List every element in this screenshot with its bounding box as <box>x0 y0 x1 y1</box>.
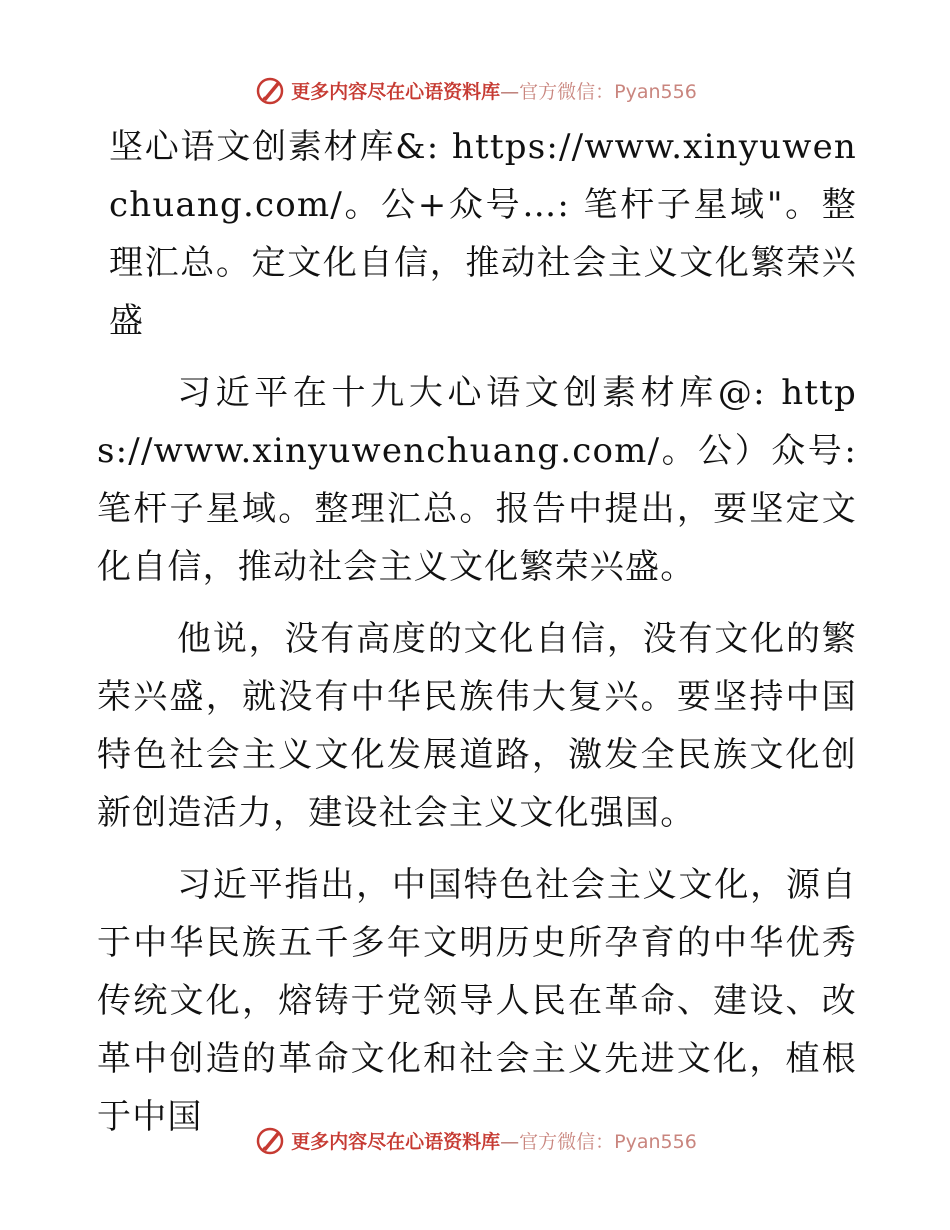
banner-wechat-text: 官方微信：Pyan556 <box>519 1130 697 1153</box>
banner-dash: — <box>500 1130 520 1153</box>
banner-dash: — <box>500 80 520 103</box>
banner-main-text: 更多内容尽在心语资料库 <box>291 1130 501 1153</box>
banner-main-text: 更多内容尽在心语资料库 <box>291 80 501 103</box>
paragraph-1: 坚心语文创素材库&: https://www.xinyuwenchuang.com/。公+众号…: 笔杆子星域"。整理汇总。定文化自信，推动社会主义文化繁荣兴盛 <box>109 127 857 341</box>
footer-banner <box>0 1120 950 1160</box>
paragraph-2: 习近平在十九大心语文创素材库@: https://www.xinyuwenchuang.com/。公）众号: 笔杆子星域。整理汇总。报告中提出，要坚定文化自信，推动社会主义文化繁荣兴盛。 <box>97 373 857 587</box>
document-body <box>97 118 857 1146</box>
header-banner <box>0 70 950 110</box>
banner-text <box>291 1127 697 1154</box>
paragraph-4: 习近平指出，中国特色社会主义文化，源自于中华民族五千多年文明历史所孕育的中华优秀传统文化，熔铸于党领导人民在革命、建设、改革中创造的革命文化和社会主义先进文化，植根于中国 <box>97 865 857 1137</box>
paragraph-3: 他说，没有高度的文化自信，没有文化的繁荣兴盛，就没有中华民族伟大复兴。要坚持中国特色社会主义文化发展道路，激发全民族文化创新创造活力，建设社会主义文化强国。 <box>97 619 857 833</box>
quill-logo-icon <box>253 1123 287 1157</box>
quill-logo-icon <box>253 73 287 107</box>
banner-wechat-text: 官方微信：Pyan556 <box>519 80 697 103</box>
banner-text <box>291 77 697 104</box>
